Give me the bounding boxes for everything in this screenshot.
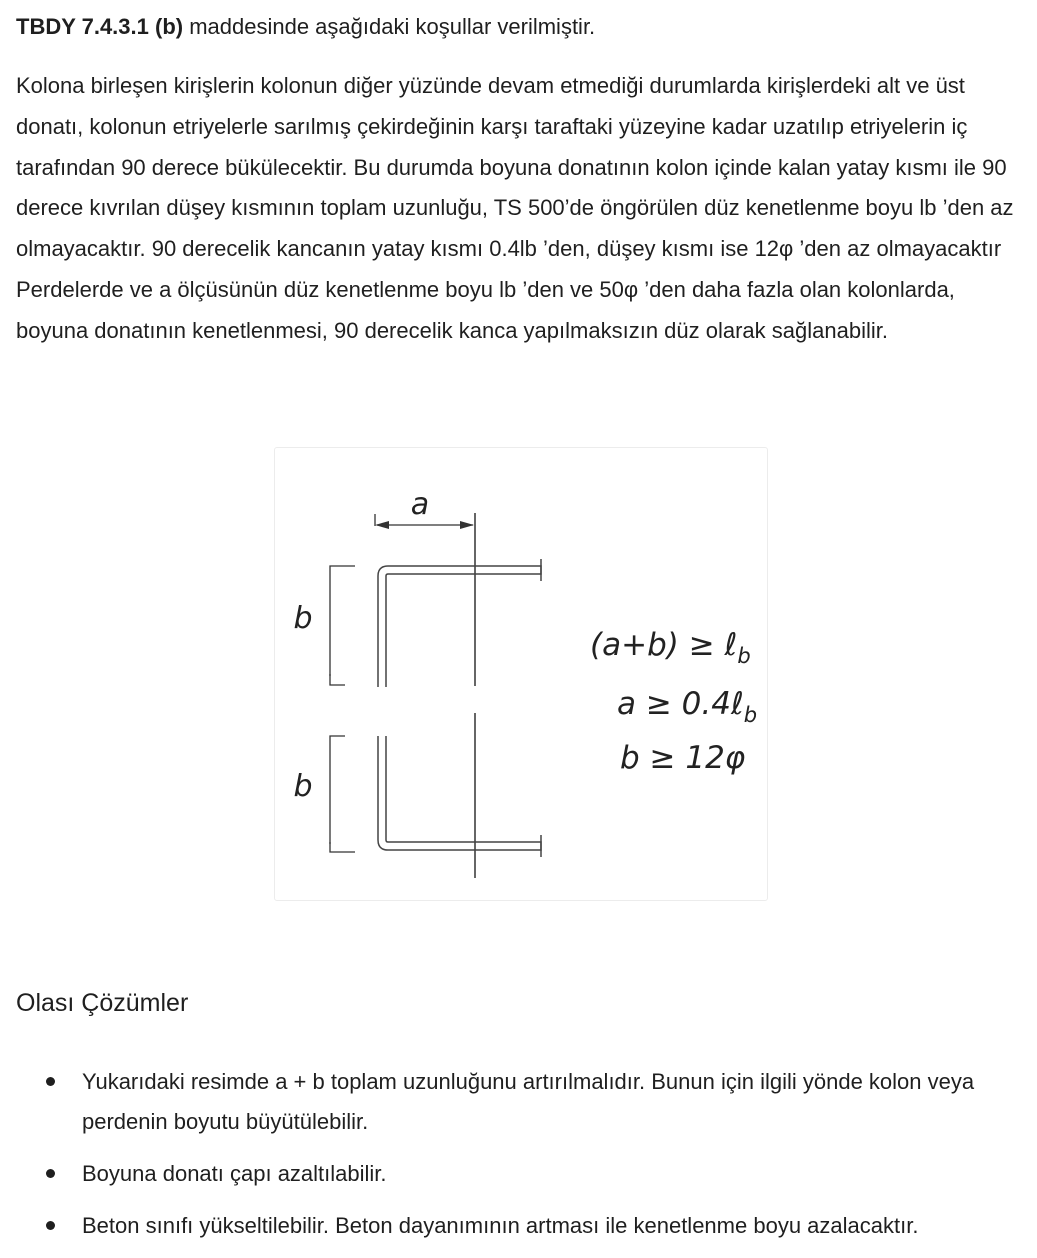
formula-horizontal-part: [617, 686, 757, 727]
bullet-icon: [46, 1221, 55, 1230]
label-b-bottom: b: [293, 769, 313, 804]
regulation-paragraph: Kolona birleşen kirişlerin kolonun diğer yüzünde devam etmediği durumlarda kirişlerdeki alt ve üst donatı, kolonun etriyelerle sarılmış çekirdeğinin karşı taraftaki yüzeyine kadar uzatılıp etriyelerin iç tarafından 90 derece bükülecektir. Bu durumda boyuna donatının kolon içinde kalan yatay kısmı ile 90 derece kıvrılan düşey kısmının toplam uzunluğu, TS 500’de öngörülen düz kenetlenme boyu lb ’den az olmayacaktır. 90 derecelik kancanın yatay kısmı 0.4lb ’den, düşey kısmı ise 12φ ’den az olmayacaktır Perdelerde ve a ölçüsünün düz kenetlenme boyu lb ’den ve 50φ ’den daha fazla olan kolonlarda, boyuna donatının kenetlenmesi, 90 derecelik kanca yapılmaksızın düz olarak sağlanabilir.: [16, 73, 1014, 343]
bullet-icon: [46, 1077, 55, 1086]
list-item: [0, 1206, 1030, 1246]
dim-a-arrow-right: [460, 521, 474, 529]
bullet-icon: [46, 1169, 55, 1178]
dim-a-arrow-left: [375, 521, 389, 529]
solutions-list: [0, 1062, 1030, 1258]
dim-b-top-start: [330, 566, 355, 574]
code-reference: TBDY 7.4.3.1 (b): [16, 14, 184, 39]
bottom-rebar-hook: [378, 736, 541, 850]
solutions-heading: Olası Çözümler: [16, 989, 189, 1017]
anchorage-diagram: [275, 448, 767, 900]
dim-b-top-end: [330, 674, 345, 685]
label-b-top: b: [293, 601, 313, 636]
formula-2-sub: b: [743, 703, 758, 727]
formula-1-main: (a+b) ≥ ℓ: [590, 627, 738, 663]
label-a: a: [410, 487, 430, 522]
solution-text: Beton sınıfı yükseltilebilir. Beton dayanımının artması ile kenetlenme boyu azalacaktır.: [82, 1213, 919, 1238]
anchorage-figure: [274, 447, 768, 901]
list-item: [0, 1062, 1030, 1142]
top-rebar-hook: [378, 566, 541, 687]
intro-text: maddesinde aşağıdaki koşullar verilmiştir.: [183, 14, 596, 39]
formula-1-sub: b: [737, 644, 751, 668]
formula-2-main: a ≥ 0.4ℓ: [617, 686, 744, 722]
formula-total-length: [590, 627, 751, 668]
dim-b-bottom-end: [330, 842, 355, 852]
list-item: [0, 1154, 1030, 1194]
solution-text: Yukarıdaki resimde a + b toplam uzunluğunu artırılmalıdır. Bunun için ilgili yönde kolon veya perdenin boyutu büyütülebilir.: [82, 1069, 975, 1134]
dim-b-bottom-start: [330, 736, 345, 746]
intro-sentence: [16, 12, 1026, 42]
formula-vertical-part: b ≥ 12φ: [620, 740, 746, 776]
solution-text: Boyuna donatı çapı azaltılabilir.: [82, 1161, 387, 1186]
